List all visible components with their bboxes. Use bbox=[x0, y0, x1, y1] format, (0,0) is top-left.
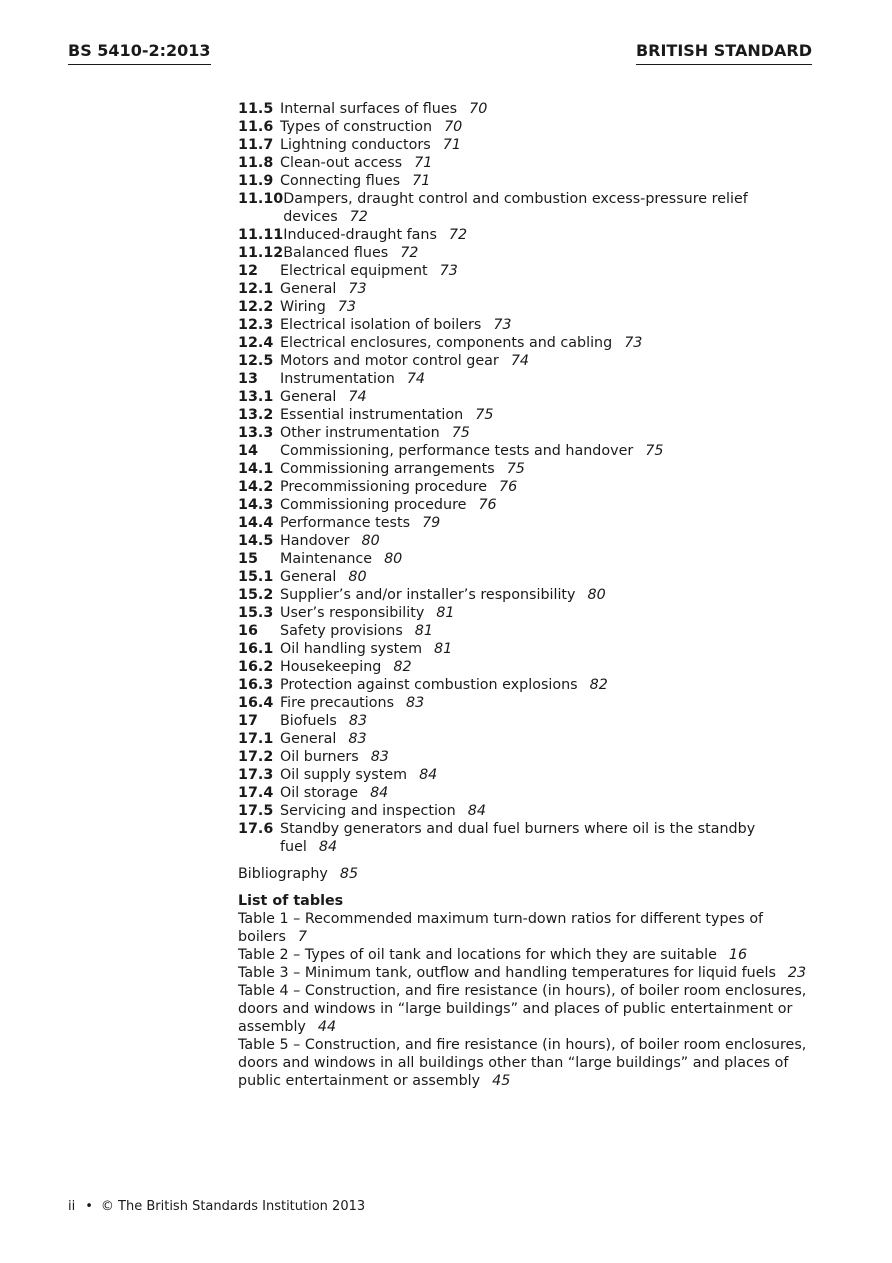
toc-section-number: 13.3 bbox=[238, 425, 274, 441]
toc-section-number: 15.3 bbox=[238, 605, 274, 621]
toc-section-number: 17.5 bbox=[238, 803, 274, 819]
toc-entry-text: Electrical equipment bbox=[280, 263, 428, 279]
toc-section-number: 16 bbox=[238, 623, 258, 639]
toc-entry-body bbox=[283, 244, 813, 262]
toc-page-number: 75 bbox=[645, 443, 664, 459]
list-of-tables bbox=[238, 910, 813, 1090]
toc-page-number: 83 bbox=[348, 731, 367, 747]
toc-entry-text: Oil handling system bbox=[280, 641, 423, 657]
toc-page-number: 73 bbox=[624, 335, 643, 351]
toc-section-number: 17.6 bbox=[238, 821, 274, 837]
toc-entry-text: Instrumentation bbox=[280, 371, 395, 387]
toc-section-number: 12.1 bbox=[238, 281, 274, 297]
toc-entry-text: Housekeeping bbox=[280, 659, 382, 675]
toc-page-number: 73 bbox=[337, 299, 356, 315]
toc-page-number: 76 bbox=[478, 497, 497, 513]
toc-entry-text: Clean-out access bbox=[280, 155, 403, 171]
toc-entry-text: Other instrumentation bbox=[280, 425, 440, 441]
toc-entry-body bbox=[280, 694, 813, 712]
document-code: BS 5410-2:2013 bbox=[68, 42, 211, 65]
toc-entry[interactable] bbox=[238, 352, 813, 370]
toc-section-number: 17.4 bbox=[238, 785, 274, 801]
toc-section-number: 17.1 bbox=[238, 731, 274, 747]
toc-section-number: 12.2 bbox=[238, 299, 274, 315]
toc-page-number: 80 bbox=[361, 533, 380, 549]
toc-entry-body bbox=[280, 100, 813, 118]
table-entry-text: Table 2 – Types of oil tank and locations for which they are suitable bbox=[238, 947, 717, 963]
bullet-separator: • bbox=[85, 1199, 93, 1214]
toc-entry-body bbox=[280, 514, 813, 532]
toc-entry[interactable] bbox=[238, 766, 813, 784]
toc-entry-body bbox=[280, 316, 813, 334]
toc-page-number: 75 bbox=[475, 407, 494, 423]
toc-entry-bibliography[interactable] bbox=[238, 865, 813, 883]
toc-entry-body bbox=[280, 172, 813, 190]
toc-section-number: 14 bbox=[238, 443, 258, 459]
toc-page-number: 73 bbox=[348, 281, 367, 297]
toc-entry[interactable] bbox=[238, 118, 813, 136]
toc-section-number: 11.6 bbox=[238, 119, 274, 135]
toc-entry[interactable] bbox=[238, 622, 813, 640]
table-page-number: 23 bbox=[787, 965, 807, 981]
toc-entry-body bbox=[280, 496, 813, 514]
toc-entry-body bbox=[280, 406, 813, 424]
toc-entry-body bbox=[280, 352, 813, 370]
toc-page-number: 81 bbox=[436, 605, 455, 621]
toc-entry-body bbox=[280, 334, 813, 352]
toc-entry-body bbox=[280, 640, 813, 658]
table-page-number: 45 bbox=[492, 1073, 511, 1089]
toc-page-number: 72 bbox=[349, 209, 368, 225]
toc-section-number: 13 bbox=[238, 371, 258, 387]
toc-entry-text: Internal surfaces of flues bbox=[280, 101, 458, 117]
toc-entry-text: Electrical isolation of boilers bbox=[280, 317, 482, 333]
toc-entry[interactable] bbox=[238, 226, 813, 244]
page-footer bbox=[68, 1199, 365, 1215]
toc-page-number: 75 bbox=[451, 425, 470, 441]
toc-page-number: 84 bbox=[419, 767, 438, 783]
toc-entry-text: Commissioning, performance tests and handover bbox=[280, 443, 634, 459]
toc-list bbox=[238, 100, 813, 856]
toc-entry[interactable] bbox=[238, 424, 813, 442]
toc-section-number: 14.5 bbox=[238, 533, 274, 549]
toc-entry[interactable] bbox=[238, 388, 813, 406]
table-entry-text: Table 5 – Construction, and fire resistance (in hours), of boiler room enclosures, doors and windows in all buildings other than “large buildings” and places of public entertainment or assembly bbox=[238, 1037, 807, 1089]
toc-entry-body bbox=[280, 802, 813, 820]
toc-page-number: 73 bbox=[439, 263, 458, 279]
toc-page-number: 76 bbox=[499, 479, 518, 495]
table-entry-text: Table 4 – Construction, and fire resistance (in hours), of boiler room enclosures, doors and windows in “large buildings” and places of public entertainment or assembly bbox=[238, 983, 807, 1035]
toc-entry[interactable] bbox=[238, 298, 813, 316]
toc-entry-text: Protection against combustion explosions bbox=[280, 677, 578, 693]
toc-entry-text: General bbox=[280, 281, 337, 297]
toc-entry-body bbox=[280, 136, 813, 154]
toc-entry-body bbox=[280, 586, 813, 604]
toc-entry[interactable] bbox=[238, 802, 813, 820]
toc-entry[interactable] bbox=[238, 568, 813, 586]
toc-entry[interactable] bbox=[238, 748, 813, 766]
toc-entry[interactable] bbox=[238, 244, 813, 262]
toc-entry-body bbox=[280, 748, 813, 766]
toc-entry-text: Essential instrumentation bbox=[280, 407, 464, 423]
toc-section-number: 16.1 bbox=[238, 641, 274, 657]
toc-entry[interactable] bbox=[238, 514, 813, 532]
toc-entry-body bbox=[280, 550, 813, 568]
toc-section-number: 14.3 bbox=[238, 497, 274, 513]
toc-section-number: 11.8 bbox=[238, 155, 274, 171]
toc-page-number: 75 bbox=[506, 461, 525, 477]
toc-section-number: 11.10 bbox=[238, 191, 284, 207]
toc-entry-body bbox=[280, 442, 813, 460]
toc-page-number: 74 bbox=[510, 353, 530, 369]
toc-entry-body bbox=[280, 604, 813, 622]
toc-page-number: 71 bbox=[414, 155, 433, 171]
table-page-number: 16 bbox=[728, 947, 748, 963]
toc-page-number: 84 bbox=[467, 803, 486, 819]
toc-entry-text: Commissioning procedure bbox=[280, 497, 467, 513]
toc-entry-body bbox=[280, 568, 813, 586]
toc-entry-body bbox=[280, 154, 813, 172]
toc-entry-text: Induced-draught fans bbox=[283, 227, 437, 243]
toc-page-number: 80 bbox=[587, 587, 606, 603]
toc-entry-body bbox=[280, 766, 813, 784]
toc-entry[interactable] bbox=[238, 694, 813, 712]
toc-entry-body bbox=[280, 262, 813, 280]
toc-section-number: 14.1 bbox=[238, 461, 274, 477]
toc-entry[interactable] bbox=[238, 316, 813, 334]
toc-entry-text: Electrical enclosures, components and cabling bbox=[280, 335, 613, 351]
toc-section-number: 12 bbox=[238, 263, 258, 279]
toc-entry-body bbox=[280, 478, 813, 496]
toc-entry[interactable] bbox=[238, 640, 813, 658]
toc-entry[interactable] bbox=[238, 784, 813, 802]
toc-page-number: 82 bbox=[393, 659, 412, 675]
toc-page-number: 71 bbox=[442, 137, 461, 153]
toc-entry-text: General bbox=[280, 731, 337, 747]
toc-entry[interactable] bbox=[238, 262, 813, 280]
toc-entry-text: Lightning conductors bbox=[280, 137, 431, 153]
toc-page-number: 70 bbox=[469, 101, 488, 117]
table-list-entry[interactable] bbox=[238, 964, 813, 982]
toc-section-number: 15 bbox=[238, 551, 258, 567]
toc-entry-body bbox=[280, 298, 813, 316]
toc-section-number: 12.3 bbox=[238, 317, 274, 333]
toc-entry-body bbox=[280, 676, 813, 694]
toc-entry[interactable] bbox=[238, 100, 813, 118]
toc-entry-text: Standby generators and dual fuel burners where oil is the standby fuel bbox=[280, 821, 756, 855]
toc-entry-text: Performance tests bbox=[280, 515, 411, 531]
toc-section-number: 16.2 bbox=[238, 659, 274, 675]
toc-page-number: 73 bbox=[493, 317, 512, 333]
toc-entry-body bbox=[280, 370, 813, 388]
toc-section-number: 13.2 bbox=[238, 407, 274, 423]
toc-page-number: 71 bbox=[412, 173, 431, 189]
toc-section-number: 16.3 bbox=[238, 677, 274, 693]
toc-page-number: 84 bbox=[318, 839, 338, 855]
page-number: ii bbox=[68, 1199, 76, 1214]
toc-section-number: 12.4 bbox=[238, 335, 274, 351]
toc-entry-text: Oil burners bbox=[280, 749, 359, 765]
toc-page-number: 74 bbox=[406, 371, 426, 387]
toc-entry-body bbox=[280, 820, 813, 856]
toc-section-number: 13.1 bbox=[238, 389, 274, 405]
toc-section-number: 16.4 bbox=[238, 695, 274, 711]
toc-entry-text: Handover bbox=[280, 533, 350, 549]
toc-page-number: 74 bbox=[348, 389, 367, 405]
toc-section-number: 11.5 bbox=[238, 101, 274, 117]
toc-page-number: 83 bbox=[370, 749, 389, 765]
toc-entry-text: User’s responsibility bbox=[280, 605, 425, 621]
toc-section-number: 14.2 bbox=[238, 479, 274, 495]
toc-section-number: 15.1 bbox=[238, 569, 274, 585]
table-list-entry[interactable] bbox=[238, 946, 813, 964]
toc-page-number: 79 bbox=[422, 515, 441, 531]
table-of-contents bbox=[238, 100, 813, 1090]
toc-entry-text: Precommissioning procedure bbox=[280, 479, 488, 495]
toc-entry-body bbox=[283, 190, 813, 226]
toc-entry[interactable] bbox=[238, 658, 813, 676]
publisher-heading: BRITISH STANDARD bbox=[636, 42, 812, 65]
toc-entry-body bbox=[280, 460, 813, 478]
toc-entry-text: General bbox=[280, 569, 337, 585]
toc-section-number: 17.2 bbox=[238, 749, 274, 765]
toc-entry-text: Bibliography bbox=[238, 866, 328, 882]
toc-page-number: 81 bbox=[414, 623, 433, 639]
toc-page-number: 72 bbox=[448, 227, 468, 243]
toc-section-number: 14.4 bbox=[238, 515, 274, 531]
toc-section-number: 15.2 bbox=[238, 587, 274, 603]
toc-entry-body bbox=[280, 712, 813, 730]
toc-entry-text: Motors and motor control gear bbox=[280, 353, 499, 369]
toc-section-number: 11.12 bbox=[238, 245, 284, 261]
toc-entry-body bbox=[280, 532, 813, 550]
toc-entry-text: Commissioning arrangements bbox=[280, 461, 495, 477]
toc-entry-body bbox=[280, 784, 813, 802]
toc-section-number: 11.11 bbox=[238, 227, 284, 243]
toc-entry[interactable] bbox=[238, 136, 813, 154]
table-list-entry[interactable] bbox=[238, 982, 813, 1036]
toc-entry[interactable] bbox=[238, 712, 813, 730]
toc-entry-text: Maintenance bbox=[280, 551, 373, 567]
list-of-tables-heading: List of tables bbox=[238, 893, 344, 909]
toc-entry[interactable] bbox=[238, 676, 813, 694]
table-list-entry[interactable] bbox=[238, 910, 813, 946]
toc-entry-body bbox=[280, 388, 813, 406]
toc-entry[interactable] bbox=[238, 190, 813, 226]
toc-entry-body bbox=[283, 226, 813, 244]
toc-entry[interactable] bbox=[238, 280, 813, 298]
toc-entry[interactable] bbox=[238, 730, 813, 748]
toc-entry[interactable] bbox=[238, 460, 813, 478]
toc-page-number: 80 bbox=[384, 551, 403, 567]
toc-entry-text: Connecting flues bbox=[280, 173, 401, 189]
toc-entry-body bbox=[280, 424, 813, 442]
toc-entry[interactable] bbox=[238, 550, 813, 568]
toc-entry[interactable] bbox=[238, 154, 813, 172]
toc-entry-text: Types of construction bbox=[280, 119, 433, 135]
toc-entry-body bbox=[280, 118, 813, 136]
toc-entry[interactable] bbox=[238, 442, 813, 460]
toc-page-number: 81 bbox=[434, 641, 453, 657]
table-entry-text: Table 1 – Recommended maximum turn-down ratios for different types of boilers bbox=[238, 911, 764, 945]
toc-entry-text: Safety provisions bbox=[280, 623, 403, 639]
toc-entry[interactable] bbox=[238, 478, 813, 496]
table-entry-text: Table 3 – Minimum tank, outflow and handling temperatures for liquid fuels bbox=[238, 965, 776, 981]
toc-entry[interactable] bbox=[238, 370, 813, 388]
toc-entry[interactable] bbox=[238, 820, 813, 856]
toc-page-number: 82 bbox=[589, 677, 608, 693]
toc-entry-text: Balanced flues bbox=[283, 245, 389, 261]
toc-entry[interactable] bbox=[238, 496, 813, 514]
toc-entry[interactable] bbox=[238, 532, 813, 550]
toc-entry-body bbox=[280, 730, 813, 748]
table-list-entry[interactable] bbox=[238, 1036, 813, 1090]
table-page-number: 7 bbox=[297, 929, 307, 945]
toc-entry[interactable] bbox=[238, 406, 813, 424]
copyright-notice: © The British Standards Institution 2013 bbox=[100, 1199, 366, 1214]
toc-section-number: 17 bbox=[238, 713, 258, 729]
toc-page-number: 83 bbox=[348, 713, 368, 729]
toc-entry-text: Servicing and inspection bbox=[280, 803, 456, 819]
toc-entry-text: Wiring bbox=[280, 299, 326, 315]
toc-page-number: 72 bbox=[400, 245, 419, 261]
toc-page-number: 70 bbox=[444, 119, 463, 135]
toc-section-number: 11.7 bbox=[238, 137, 274, 153]
toc-entry[interactable] bbox=[238, 604, 813, 622]
toc-entry-text: Biofuels bbox=[280, 713, 337, 729]
toc-entry-body bbox=[280, 280, 813, 298]
toc-section-number: 12.5 bbox=[238, 353, 274, 369]
toc-entry[interactable] bbox=[238, 586, 813, 604]
toc-entry[interactable] bbox=[238, 172, 813, 190]
toc-page-number: 83 bbox=[406, 695, 425, 711]
toc-section-number: 11.9 bbox=[238, 173, 274, 189]
toc-page-number: 84 bbox=[370, 785, 389, 801]
toc-entry-body bbox=[280, 658, 813, 676]
toc-entry[interactable] bbox=[238, 334, 813, 352]
toc-entry-text: Oil supply system bbox=[280, 767, 408, 783]
toc-entry-body bbox=[280, 622, 813, 640]
toc-entry-text: Dampers, draught control and combustion excess-pressure relief devices bbox=[283, 191, 748, 225]
toc-entry-text: Oil storage bbox=[280, 785, 359, 801]
toc-entry-text: Supplier’s and/or installer’s responsibility bbox=[280, 587, 576, 603]
toc-page-number: 85 bbox=[339, 866, 359, 882]
toc-entry-text: Fire precautions bbox=[280, 695, 395, 711]
toc-entry-text: General bbox=[280, 389, 337, 405]
table-page-number: 44 bbox=[317, 1019, 337, 1035]
toc-section-number: 17.3 bbox=[238, 767, 274, 783]
toc-page-number: 80 bbox=[348, 569, 367, 585]
